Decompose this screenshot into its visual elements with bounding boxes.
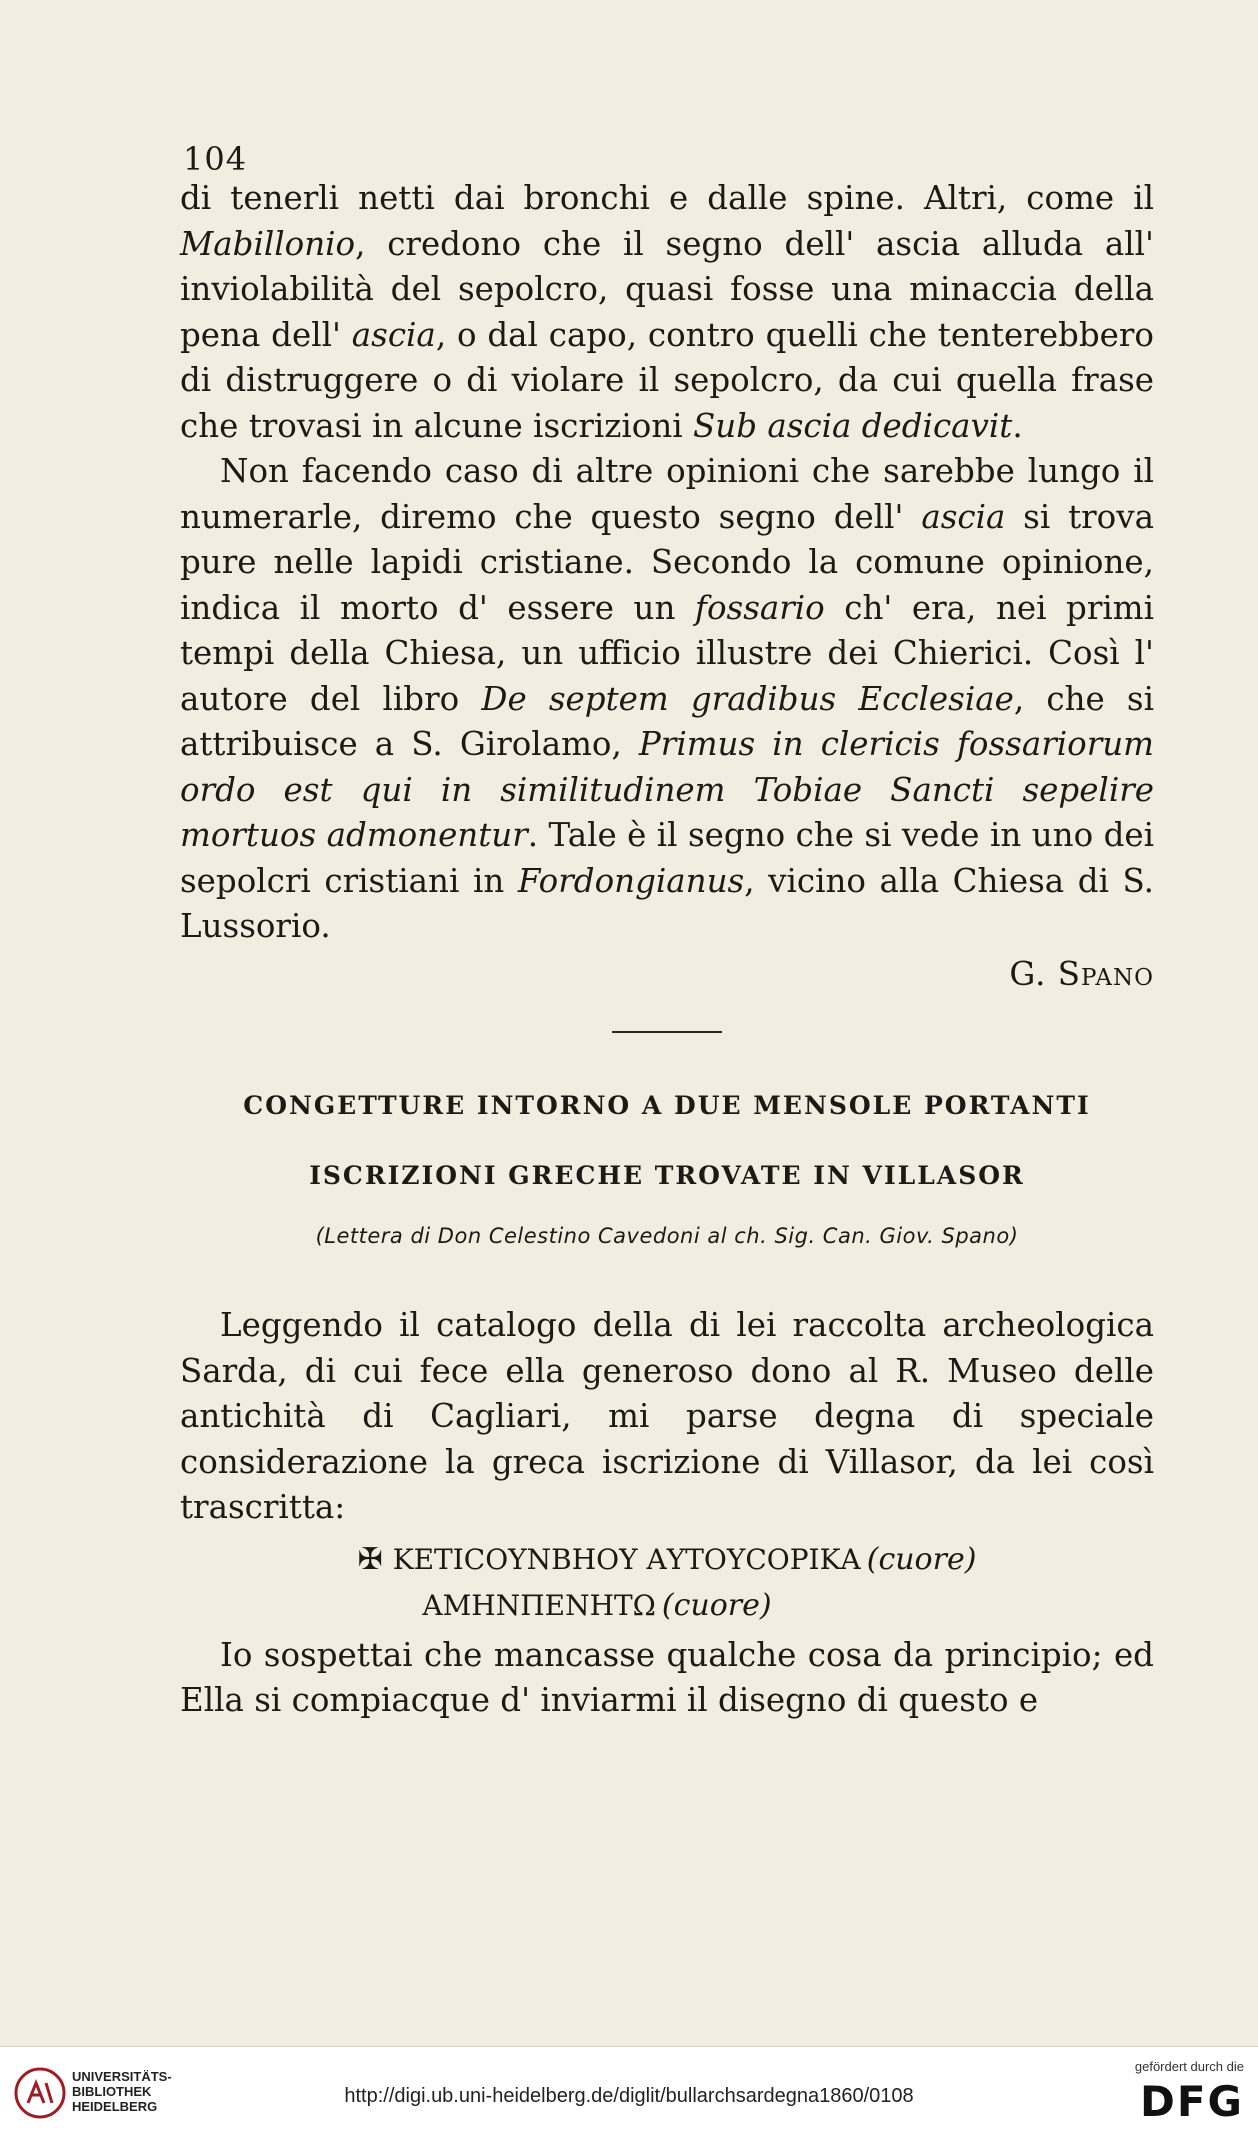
- library-name-line: BIBLIOTHEK: [72, 2084, 152, 2099]
- inscription-line-1: [180, 1537, 1154, 1583]
- cross-icon: ✠: [357, 1541, 383, 1577]
- article-title-line-2: ISCRIZIONI GRECHE TROVATE IN VILLASOR: [309, 1161, 1025, 1190]
- inscription-note: (cuore): [661, 1587, 772, 1623]
- italic-run: Primus in clericis fossariorum ordo est qui in similitudinem Tobiae Sancti sepelire mortuos admonentur: [180, 725, 1154, 854]
- source-url-link[interactable]: http://digi.ub.uni-heidelberg.de/diglit/bullarchsardegna1860/0108: [344, 2085, 914, 2107]
- sponsor-text: gefördert durch die: [1134, 2059, 1244, 2074]
- italic-run: fossario: [694, 588, 825, 627]
- dfg-logo[interactable]: DFG: [1139, 2077, 1244, 2126]
- inscription-note: (cuore): [866, 1541, 977, 1577]
- italic-run: De septem gradibus Ecclesiae: [481, 679, 1014, 718]
- italic-run: Mabillonio: [180, 224, 356, 263]
- text-run: . Tale è il segno che si vede in uno dei sepolcri cristiani in: [180, 816, 1154, 900]
- inscription-text: ΚΕΤΙCΟΥΝΒΗΟΥ ΑΥΤΟΥCΟΡΙΚΑ: [392, 1542, 861, 1576]
- text-run: , vicino alla Chiesa di S. Lussorio.: [180, 861, 1154, 945]
- paragraph-3: Leggendo il catalogo della di lei raccolta archeologica Sarda, di cui fece ella generoso dono al R. Museo delle antichità di Cagliari, mi parse degna di speciale considerazione la greca iscrizione di Villasor, da lei così trascritta:: [180, 1306, 1154, 1526]
- article-title-line-1: CONGETTURE INTORNO A DUE MENSOLE PORTANTI: [243, 1091, 1091, 1120]
- italic-run: ascia: [351, 315, 436, 354]
- page-number: 104: [183, 140, 248, 178]
- italic-run: ascia: [921, 497, 1006, 536]
- text-run: Non facendo caso di altre opinioni che sarebbe lungo il numerarle, diremo che questo segno dell': [180, 452, 1154, 536]
- text-run: .: [1012, 406, 1023, 445]
- italic-run: Sub ascia dedicavit: [693, 406, 1013, 445]
- article-subtitle: (Lettera di Don Celestino Cavedoni al ch. Sig. Can. Giov. Spano): [315, 1224, 1019, 1248]
- viewer-footer: [0, 2046, 1258, 2136]
- text-run: di tenerli netti dai bronchi e dalle spine. Altri, come il: [180, 179, 1154, 217]
- paragraph-4: Io sospettai che mancasse qualche cosa da principio; ed Ella si compiacque d' inviarmi il disegno di questo e: [180, 1635, 1154, 1719]
- paragraph-2: [180, 449, 1154, 950]
- paragraph-1: [180, 176, 1154, 449]
- section-divider: [612, 1031, 722, 1033]
- inscription-text: ΑΜΗΝΠΕΝΗΤΩ: [422, 1588, 656, 1622]
- text-run: , credono che il segno dell' ascia alluda all' inviolabilità del sepolcro, quasi fosse una minaccia della pena dell': [180, 224, 1154, 354]
- text-run: si trova pure nelle lapidi cristiane. Secondo la comune opinione, indica il morto d' essere un: [180, 497, 1154, 627]
- signature: G. Spano: [1009, 954, 1154, 993]
- page-body: [180, 176, 1154, 1724]
- italic-run: Fordongianus: [517, 861, 745, 900]
- library-name-line: HEIDELBERG: [72, 2099, 158, 2114]
- library-name-line: UNIVERSITÄTS-: [72, 2069, 172, 2084]
- text-run: ch' era, nei primi tempi della Chiesa, un ufficio illustre dei Chierici. Così l' autore del libro: [180, 588, 1154, 718]
- text-run: , che si attribuisce a S. Girolamo,: [180, 679, 1154, 763]
- inscription-line-2: [180, 1583, 1154, 1629]
- text-run: , o dal capo, contro quelli che tenterebbero di distruggere o di violare il sepolcro, da cui quella frase che trovasi in alcune iscrizioni: [180, 315, 1154, 445]
